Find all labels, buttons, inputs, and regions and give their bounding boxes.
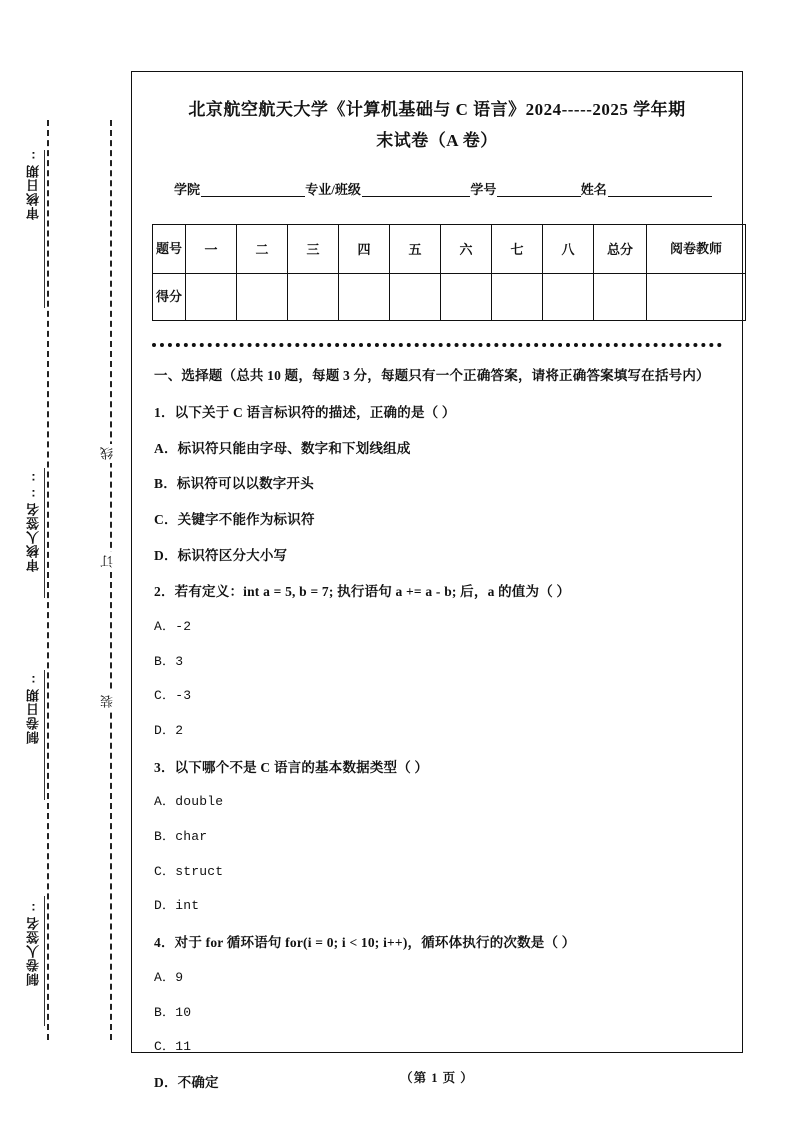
score-cell-teacher[interactable] [647, 273, 746, 320]
question-3-stem: 3．以下哪个不是 C 语言的基本数据类型（ ） [154, 759, 429, 775]
score-cell-2[interactable] [237, 273, 288, 320]
table-row-header [153, 224, 746, 273]
question-1-option-d[interactable]: D．标识符区分大小写 [154, 547, 288, 563]
score-table-col-teacher: 阅卷教师 [647, 224, 746, 273]
seal-char-seal: 装 [101, 692, 114, 711]
page-title [154, 94, 720, 157]
seal-char-line: 线 [101, 444, 114, 463]
question-4-option-b[interactable]: B．10 [154, 1004, 192, 1020]
major-class-field[interactable] [362, 183, 470, 197]
score-table-col-1: 一 [186, 224, 237, 273]
audit-signature-label: 审核人签名:: [26, 470, 41, 572]
question-1-option-c[interactable]: C．关键字不能作为标识符 [154, 512, 315, 528]
question-2-option-d[interactable]: D．2 [154, 723, 184, 739]
audit-date-label: 审核日期: [26, 148, 41, 220]
question-2-option-a[interactable]: A．-2 [154, 619, 192, 635]
exam-title-line-1: 北京航空航天大学《计算机基础与 C 语言》2024-----2025 学年期 [188, 100, 686, 119]
score-table [152, 224, 746, 321]
score-table-stub-score: 得分 [153, 273, 186, 320]
major-class-label: 专业/班级 [305, 181, 361, 197]
college-label: 学院 [174, 181, 201, 197]
score-table-col-3: 三 [288, 224, 339, 273]
score-table-col-total: 总分 [594, 224, 647, 273]
question-4-option-d[interactable]: D．不确定 [154, 1074, 219, 1090]
question-4-stem: 4．对于 for 循环语句 for(i = 0; i < 10; i++)，循环体执行的次数是（ ） [154, 935, 576, 951]
college-field[interactable] [201, 183, 305, 197]
score-table-col-7: 七 [492, 224, 543, 273]
score-table-col-4: 四 [339, 224, 390, 273]
score-cell-3[interactable] [288, 273, 339, 320]
score-table-col-8: 八 [543, 224, 594, 273]
make-date-label: 制卷日期: [26, 672, 41, 744]
question-3-option-d[interactable]: D．int [154, 898, 200, 914]
question-4-option-c[interactable]: C．11 [154, 1039, 192, 1055]
question-list [154, 363, 720, 1096]
margin-rule-1 [44, 150, 45, 308]
question-4-option-a[interactable]: A．9 [154, 969, 184, 985]
student-id-field[interactable] [497, 183, 580, 197]
binding-margin [0, 0, 130, 1122]
question-3-option-c[interactable]: C．struct [154, 863, 224, 879]
score-table-col-5: 五 [390, 224, 441, 273]
question-1-option-b[interactable]: B．标识符可以以数字开头 [154, 476, 314, 492]
student-id-label: 学号 [470, 181, 497, 197]
score-cell-1[interactable] [186, 273, 237, 320]
page-number-footer: （第 1 页 ） [400, 1071, 474, 1085]
student-name-field[interactable] [608, 183, 712, 197]
make-signature-label: 制卷人签名: [26, 900, 41, 986]
section-divider [152, 339, 722, 347]
score-cell-8[interactable] [543, 273, 594, 320]
score-cell-total[interactable] [594, 273, 647, 320]
section-heading: 一、选择题（总共 10 题，每题 3 分，每题只有一个正确答案，请将正确答案填写在括号内） [154, 367, 710, 383]
question-1-option-a[interactable]: A．标识符只能由字母、数字和下划线组成 [154, 440, 411, 456]
exam-title-line-2: 末试卷（A 卷） [376, 131, 498, 151]
question-3-option-b[interactable]: B．char [154, 829, 208, 845]
question-3-option-a[interactable]: A．double [154, 794, 224, 810]
margin-rule-2 [44, 468, 45, 598]
score-cell-7[interactable] [492, 273, 543, 320]
margin-rule-4 [44, 896, 45, 1026]
margin-rule-3 [44, 670, 45, 800]
table-row-score [153, 273, 746, 320]
question-2-option-c[interactable]: C．-3 [154, 688, 192, 704]
student-name-label: 姓名 [580, 181, 607, 197]
question-1-stem: 1．以下关于 C 语言标识符的描述，正确的是（ ） [154, 405, 456, 421]
outer-dashed-cut-line [47, 120, 49, 1040]
seal-char-bind: 订 [101, 552, 114, 571]
student-info-line [174, 179, 712, 198]
score-cell-5[interactable] [390, 273, 441, 320]
score-cell-6[interactable] [441, 273, 492, 320]
question-2-option-b[interactable]: B．3 [154, 653, 184, 669]
score-table-col-2: 二 [237, 224, 288, 273]
question-2-stem: 2．若有定义：int a = 5, b = 7; 执行语句 a += a - b; 后，a 的值为（ ） [154, 584, 571, 600]
score-table-stub-header: 题号 [153, 224, 186, 273]
inner-dashed-cut-line [110, 120, 112, 1040]
score-cell-4[interactable] [339, 273, 390, 320]
score-table-col-6: 六 [441, 224, 492, 273]
